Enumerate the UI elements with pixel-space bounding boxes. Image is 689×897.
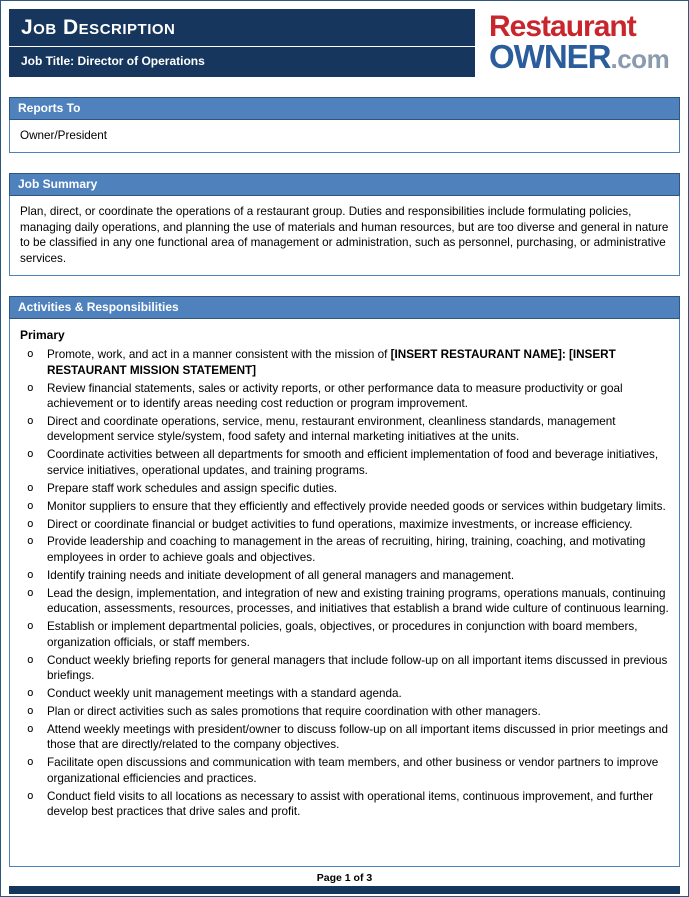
bullet-marker: o xyxy=(27,347,34,361)
footer-rule xyxy=(9,886,680,894)
bullet-marker: o xyxy=(27,380,34,394)
page-footer xyxy=(9,871,680,894)
bullet-marker: o xyxy=(27,619,34,633)
job-title: Job Title: Director of Operations xyxy=(21,54,205,68)
primary-subheading: Primary xyxy=(20,327,65,342)
activity-item xyxy=(20,381,669,412)
activity-item xyxy=(20,619,669,650)
activities-list xyxy=(20,347,669,819)
activity-text: Conduct weekly unit management meetings with a standard agenda. xyxy=(47,686,402,700)
activity-text: Provide leadership and coaching to management in the areas of recruiting, hiring, training, coaching, and motivating employees in order to achieve goals and objectives. xyxy=(47,535,646,564)
activity-item xyxy=(20,686,669,701)
logo-restaurant-text: Restaurant xyxy=(489,10,636,43)
job-summary-heading: Job Summary xyxy=(9,173,680,196)
activity-text: Attend weekly meetings with president/owner to discuss follow-up on all important items discussed in prior meetings and those that are directly/related to the company objectives. xyxy=(47,722,669,752)
page-number: Page 1 of 3 xyxy=(316,872,373,884)
activity-text: Coordinate activities between all departments for smooth and efficient implementation of food and beverage initiatives, service initiatives, operational updates, and training programs. xyxy=(47,448,659,477)
document-header xyxy=(9,9,680,77)
bullet-marker: o xyxy=(27,585,34,599)
job-summary-section xyxy=(9,173,680,276)
activity-text: Promote, work, and act in a manner consistent with the mission of xyxy=(47,348,391,362)
bullet-marker: o xyxy=(27,685,34,699)
activity-item xyxy=(20,653,669,684)
activities-section xyxy=(9,296,680,867)
bullet-marker: o xyxy=(27,721,34,735)
activity-item xyxy=(20,347,669,378)
job-summary-text: Plan, direct, or coordinate the operations of a restaurant group. Duties and responsibilities include formulating policies, managing daily operations, and planning the use of materials and human resources, but are too diverse and general in nature to be classified in any one functional area of management or administration, such as personnel, purchasing, or administrative services. xyxy=(9,196,680,276)
activities-body xyxy=(9,319,680,867)
activity-text: [INSERT RESTAURANT NAME]: [INSERT RESTAURANT MISSION STATEMENT] xyxy=(47,348,616,377)
activity-text: Monitor suppliers to ensure that they efficiently and effectively provide needed goods or services within budgetary limits. xyxy=(47,499,666,513)
activity-item xyxy=(20,755,669,786)
activity-text: Lead the design, implementation, and integration of new and existing training programs, operations manuals, continuing education, assessments, resources, processes, and initiatives that establish a brand wide culture of continuous learning. xyxy=(47,586,669,616)
bullet-marker: o xyxy=(27,703,34,717)
activity-text: Review financial statements, sales or activity reports, or other performance data to measure productivity or goal achievement or to identify areas needing cost reduction or program improvement. xyxy=(47,381,623,410)
activity-item xyxy=(20,447,669,478)
bullet-marker: o xyxy=(27,652,34,666)
activity-text: Facilitate open discussions and communication with team members, and other business or vendor partners to improve organizational efficiencies and practices. xyxy=(47,756,659,785)
activity-item xyxy=(20,534,669,565)
logo-owner-text: OWNER xyxy=(489,38,611,75)
activity-item xyxy=(20,586,669,617)
activity-item xyxy=(20,789,669,820)
reports-to-heading: Reports To xyxy=(9,97,680,120)
logo-com-text: .com xyxy=(610,44,670,74)
bullet-marker: o xyxy=(27,755,34,769)
bullet-marker: o xyxy=(27,534,34,548)
bullet-marker: o xyxy=(27,516,34,530)
bullet-marker: o xyxy=(27,447,34,461)
activity-text: Direct and coordinate operations, service, menu, restaurant environment, cleanliness standards, management development service style/system, food safety and internal marketing initiatives at the units. xyxy=(47,414,616,444)
activity-text: Direct or coordinate financial or budget activities to fund operations, maximize investments, or increase efficiency. xyxy=(47,517,633,531)
activity-item xyxy=(20,499,669,514)
bullet-marker: o xyxy=(27,567,34,581)
activity-item xyxy=(20,704,669,719)
activity-item xyxy=(20,481,669,496)
activity-text: Prepare staff work schedules and assign specific duties. xyxy=(47,481,338,495)
activity-text: Conduct field visits to all locations as necessary to assist with operational items, continuous improvement, and further develop best practices that drive sales and profit. xyxy=(47,789,654,818)
bullet-marker: o xyxy=(27,413,34,427)
reports-to-value: Owner/President xyxy=(9,120,680,153)
activities-heading: Activities & Responsibilities xyxy=(9,296,680,319)
activity-text: Identify training needs and initiate development of all general managers and management. xyxy=(47,568,515,582)
restaurant-owner-logo xyxy=(475,9,680,77)
activity-item xyxy=(20,722,669,753)
activity-item xyxy=(20,414,669,445)
activity-item xyxy=(20,517,669,532)
activity-item xyxy=(20,568,669,583)
bullet-marker: o xyxy=(27,480,34,494)
title-banner xyxy=(9,9,475,77)
bullet-marker: o xyxy=(27,498,34,512)
activity-text: Establish or implement departmental policies, goals, objectives, or procedures in conjunction with board members, organization officials, or staff members. xyxy=(47,620,638,649)
activity-text: Conduct weekly briefing reports for general managers that include follow-up on all important items discussed in previous briefings. xyxy=(47,653,668,682)
reports-to-section xyxy=(9,97,680,153)
bullet-marker: o xyxy=(27,788,34,802)
logo-owner-line xyxy=(489,40,680,73)
activity-text: Plan or direct activities such as sales promotions that require coordination with other managers. xyxy=(47,704,541,718)
document-title: Job Description xyxy=(21,16,176,39)
